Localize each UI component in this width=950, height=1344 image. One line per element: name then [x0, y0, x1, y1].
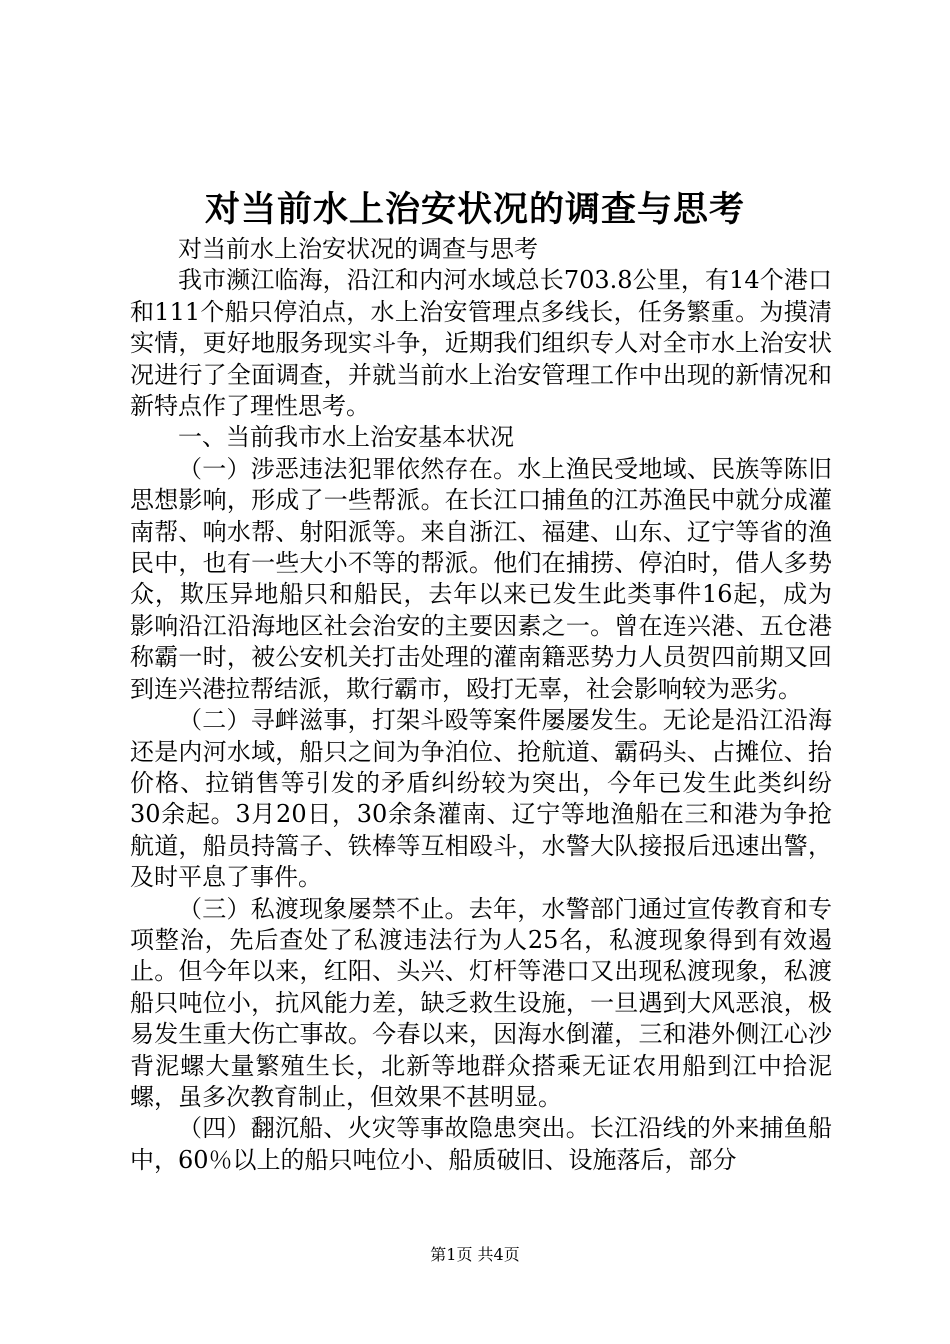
- section-heading: 一、当前我市水上治安基本状况: [178, 423, 514, 452]
- paragraph-item-4: （四）翻沉船、火灾等事故隐患突出。长江沿线的外来捕鱼船中，60％以上的船只吨位小、船质破旧、设施落后，部分: [130, 1114, 832, 1174]
- paragraph-item-2: （二）寻衅滋事，打架斗殴等案件屡屡发生。无论是沿江沿海还是内河水域，船只之间为争泊位、抢航道、霸码头、占摊位、抬价格、拉销售等引发的矛盾纠纷较为突出，今年已发生此类纠纷30余起。3月20日，30余条灌南、辽宁等地渔船在三和港为争抢航道，船员持篙子、铁棒等互相殴斗，水警大队接报后迅速出警，及时平息了事件。: [130, 706, 832, 892]
- document-body: [130, 234, 832, 1176]
- paragraph-item-1: （一）涉恶违法犯罪依然存在。水上渔民受地域、民族等陈旧思想影响，形成了一些帮派。在长江口捕鱼的江苏渔民中就分成灌南帮、响水帮、射阳派等。来自浙江、福建、山东、辽宁等省的渔民中，也有一些大小不等的帮派。他们在捕捞、停泊时，借人多势众，欺压异地船只和船民，去年以来已发生此类事件16起，成为影响沿江沿海地区社会治安的主要因素之一。曾在连兴港、五仓港称霸一时，被公安机关打击处理的灌南籍恶势力人员贺四前期又回到连兴港拉帮结派，欺行霸市，殴打无辜，社会影响较为恶劣。: [130, 454, 832, 703]
- page-footer: 第1页 共4页: [430, 1245, 520, 1264]
- paragraph-subtitle: 对当前水上治安状况的调查与思考: [178, 235, 538, 263]
- paragraph-item-3: （三）私渡现象屡禁不止。去年，水警部门通过宣传教育和专项整治，先后查处了私渡违法行为人25名，私渡现象得到有效遏止。但今年以来，红阳、头兴、灯杆等港口又出现私渡现象，私渡船只吨位小，抗风能力差，缺乏救生设施，一旦遇到大风恶浪，极易发生重大伤亡事故。今春以来，因海水倒灌，三和港外侧江心沙背泥螺大量繁殖生长，北新等地群众搭乘无证农用船到江中拾泥螺，虽多次教育制止，但效果不甚明显。: [130, 894, 832, 1111]
- paragraph-intro: 我市濒江临海，沿江和内河水域总长703.8公里，有14个港口和111个船只停泊点，水上治安管理点多线长，任务繁重。为摸清实情，更好地服务现实斗争，近期我们组织专人对全市水上治安状况进行了全面调查，并就当前水上治安管理工作中出现的新情况和新特点作了理性思考。: [130, 266, 832, 421]
- document-title: 对当前水上治安状况的调查与思考: [204, 189, 745, 230]
